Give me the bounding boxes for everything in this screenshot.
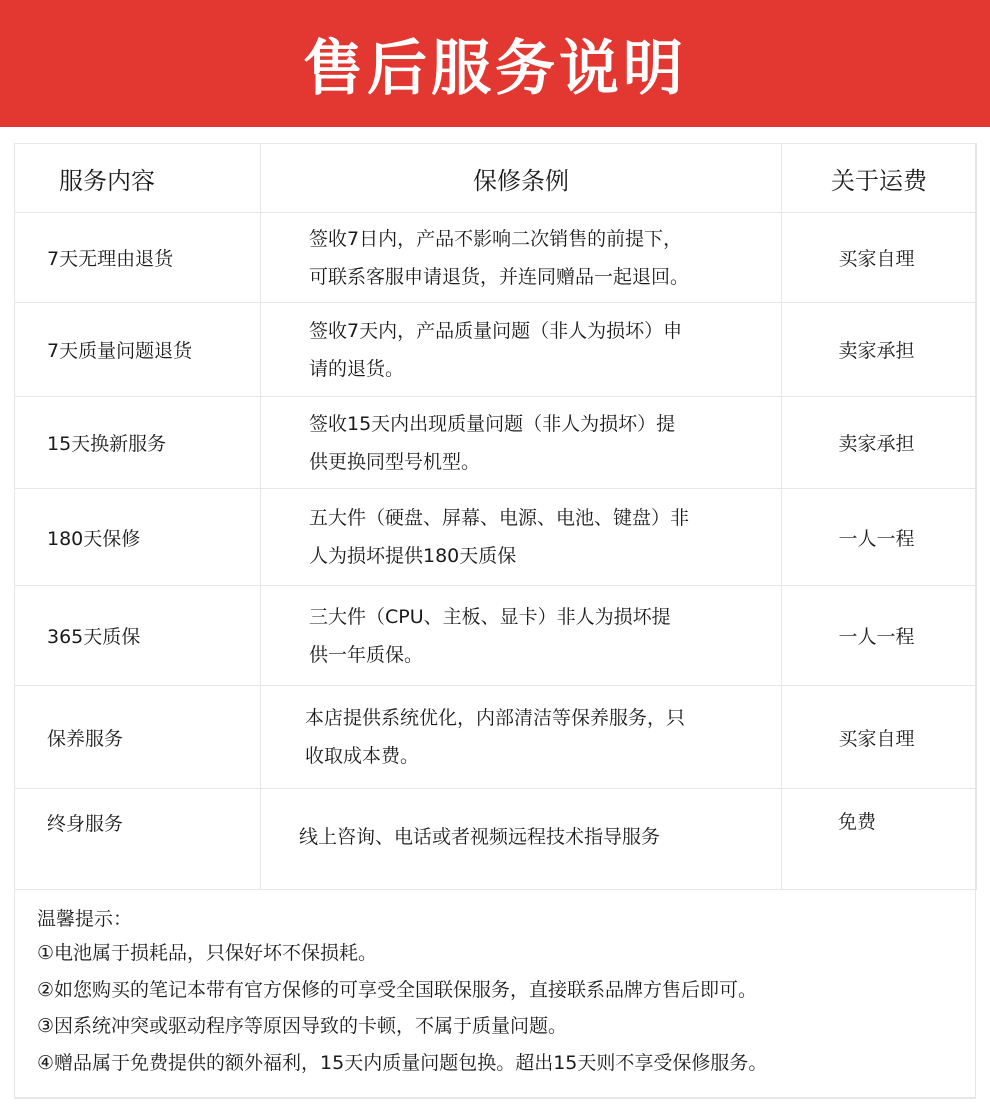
shipping-fee: 免费 (782, 789, 977, 890)
service-name: 7天质量问题退货 (15, 303, 261, 397)
shipping-fee: 卖家承担 (782, 397, 977, 489)
desc-line: 签收15天内出现质量问题（非人为损坏）提 (309, 412, 676, 435)
table-row (15, 789, 977, 890)
desc-line: 可联系客服申请退货，并连同赠品一起退回。 (309, 265, 690, 288)
table-row (15, 586, 977, 686)
desc-line: 请的退货。 (309, 357, 405, 380)
header-shipping-fee: 关于运费 (782, 144, 977, 213)
desc-line: 供一年质保。 (309, 643, 424, 666)
service-desc (261, 489, 782, 586)
service-desc (261, 686, 782, 789)
desc-line: 收取成本费。 (305, 745, 420, 767)
service-name: 7天无理由退货 (15, 213, 261, 303)
desc-line: 人为损坏提供180天质保 (309, 545, 517, 567)
tips-title: 温馨提示： (37, 908, 133, 930)
desc-line: 三大件（CPU、主板、显卡）非人为损坏提 (309, 605, 671, 628)
title-banner (0, 0, 990, 127)
table-header-row (15, 144, 977, 213)
service-name: 15天换新服务 (15, 397, 261, 489)
service-desc (261, 397, 782, 489)
shipping-fee: 卖家承担 (782, 303, 977, 397)
tip-item: ②如您购买的笔记本带有官方保修的可享受全国联保服务，直接联系品牌方售后即可。 (37, 978, 758, 1001)
table-row (15, 213, 977, 303)
desc-line: 签收7日内，产品不影响二次销售的前提下， (309, 227, 683, 250)
table-row (15, 686, 977, 789)
desc-line: 供更换同型号机型。 (309, 450, 481, 473)
shipping-fee: 买家自理 (782, 686, 977, 789)
desc-line: 五大件（硬盘、屏幕、电源、电池、键盘）非 (309, 507, 690, 529)
shipping-fee: 一人一程 (782, 489, 977, 586)
service-table (14, 143, 977, 890)
shipping-fee: 买家自理 (782, 213, 977, 303)
shipping-fee: 一人一程 (782, 586, 977, 686)
service-name: 保养服务 (15, 686, 261, 789)
desc-line: 线上咨询、电话或者视频远程技术指导服务 (299, 826, 661, 848)
table-row (15, 489, 977, 586)
service-name: 365天质保 (15, 586, 261, 686)
tip-item: ①电池属于损耗品，只保好坏不保损耗。 (37, 942, 378, 964)
tip-item: ④赠品属于免费提供的额外福利，15天内质量问题包换。超出15天则不享受保修服务。 (37, 1051, 768, 1074)
header-warranty-terms: 保修条例 (261, 144, 782, 213)
service-desc (261, 213, 782, 303)
service-desc (261, 586, 782, 686)
table-row (15, 303, 977, 397)
tip-item: ③因系统冲突或驱动程序等原因导致的卡顿，不属于质量问题。 (37, 1015, 568, 1037)
service-desc (261, 789, 782, 890)
table-row (15, 397, 977, 489)
service-desc (261, 303, 782, 397)
header-service-content: 服务内容 (15, 144, 261, 213)
desc-line: 本店提供系统优化，内部清洁等保养服务，只 (305, 707, 686, 729)
page-title: 售后服务说明 (303, 33, 687, 104)
service-name: 180天保修 (15, 489, 261, 586)
tips-section (14, 889, 976, 1099)
desc-line: 签收7天内，产品质量问题（非人为损坏）申 (309, 319, 683, 342)
service-name: 终身服务 (15, 789, 261, 890)
